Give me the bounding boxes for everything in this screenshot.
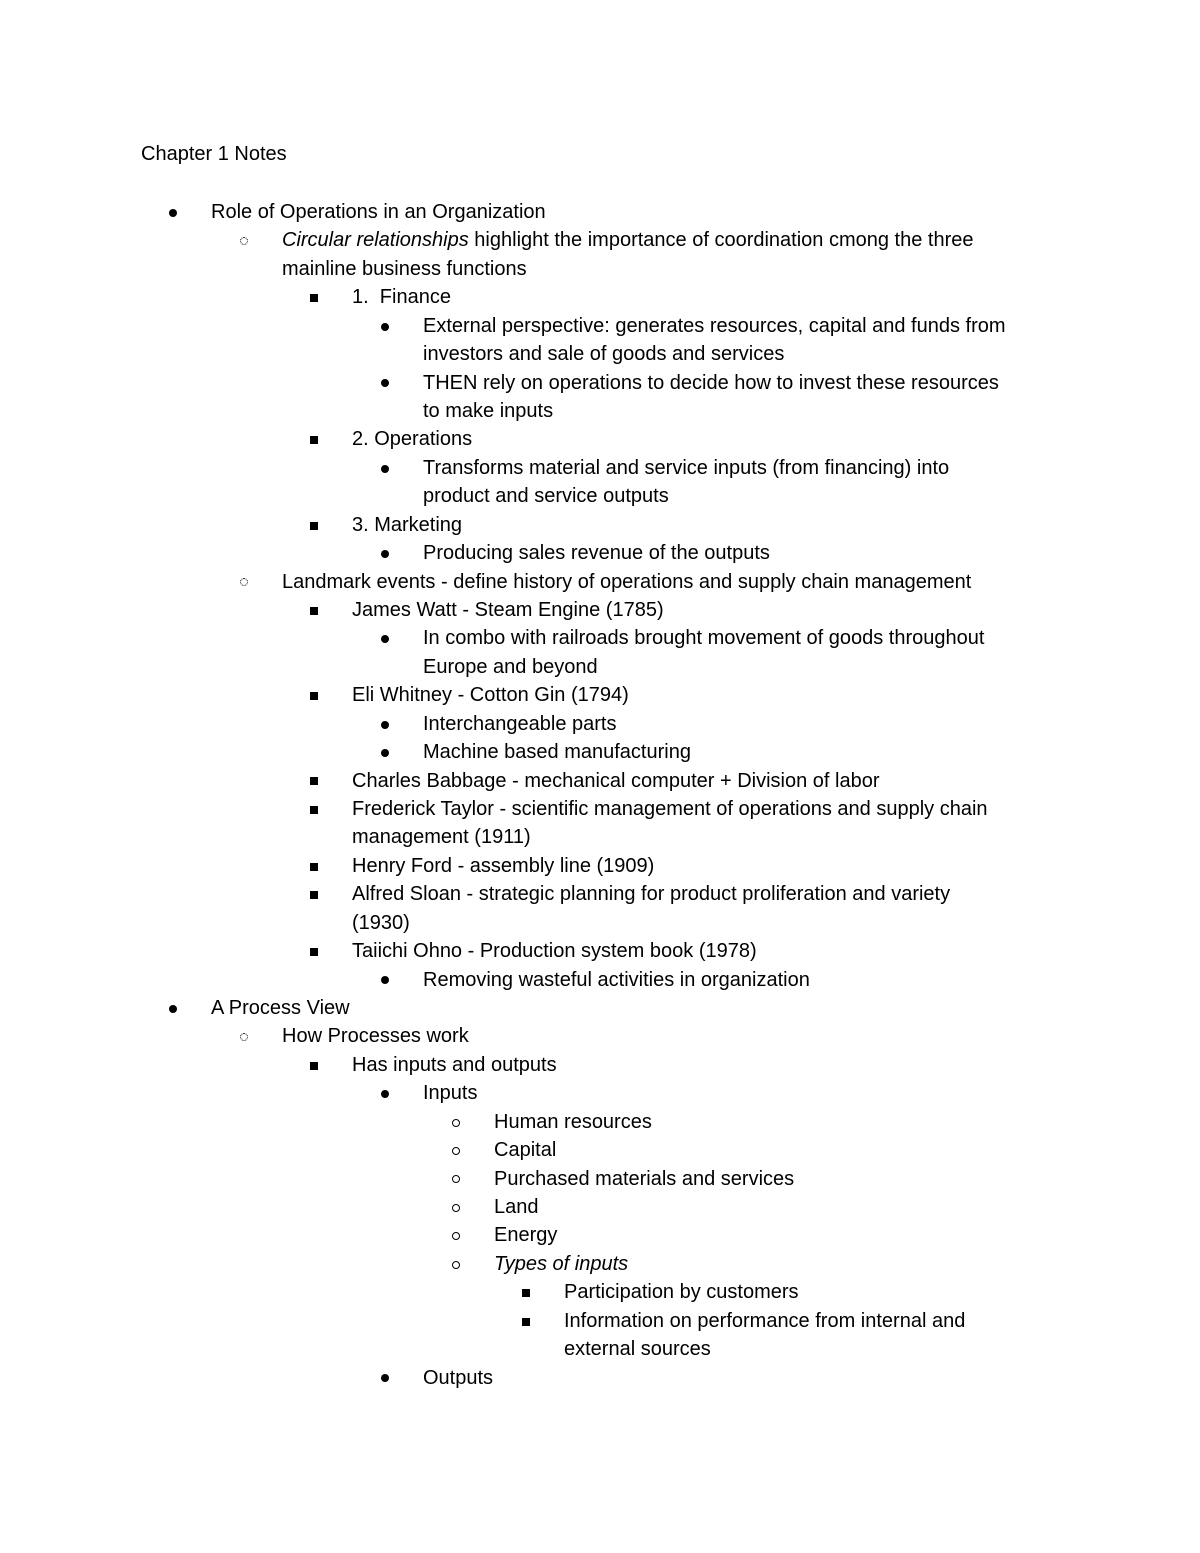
disc-bullet-icon (375, 454, 395, 482)
outline-line (0, 994, 1200, 1022)
outline-line (0, 312, 1200, 340)
outline-line-text (282, 1022, 469, 1050)
outline-line (0, 226, 1200, 254)
line-text: Europe and beyond (423, 655, 598, 678)
outline-line-text (352, 511, 462, 539)
outline-line-text (494, 1108, 652, 1136)
outline-line (0, 1136, 1200, 1164)
disc-bullet-icon (375, 1079, 395, 1107)
square-bullet-icon (304, 880, 324, 908)
outline-line-text (494, 1250, 628, 1278)
outline-line-text (352, 425, 472, 453)
outline-line-text (423, 539, 770, 567)
square-bullet-icon (304, 1051, 324, 1079)
square-bullet-icon (304, 596, 324, 624)
line-text: external sources (564, 1338, 711, 1361)
line-text: Information on performance from internal and (564, 1309, 966, 1332)
line-text: Role of Operations in an Organization (211, 201, 546, 223)
outline-line (0, 198, 1200, 226)
outline-line-text (352, 852, 654, 880)
outline-line-text (423, 454, 949, 482)
disc-bullet-icon (375, 369, 395, 397)
line-text: James Watt - Steam Engine (1785) (352, 599, 664, 622)
outline-line (0, 624, 1200, 652)
outline-line (0, 539, 1200, 567)
outline-line-text (423, 340, 784, 368)
outline-line (0, 255, 1200, 283)
outline-line-text (352, 795, 988, 823)
line-text: management (1911) (352, 826, 531, 849)
line-text: Outputs (423, 1366, 494, 1389)
circle-bullet-icon (446, 1250, 466, 1278)
outline-line (0, 596, 1200, 624)
outline-line-text (423, 966, 810, 994)
line-text: Removing wasteful activities in organization (423, 968, 810, 991)
outline-line-text (352, 681, 629, 709)
outline-line (0, 1079, 1200, 1107)
outline-line-text (423, 738, 691, 766)
outline-line (0, 1193, 1200, 1221)
disc-bullet-icon (375, 312, 395, 340)
ring-bullet-icon (234, 568, 254, 596)
disc-bullet-icon (375, 710, 395, 738)
outline-line-text (494, 1221, 557, 1249)
outline-line-text (352, 937, 757, 965)
line-text: mainline business functions (282, 257, 527, 280)
ring-bullet-icon (234, 226, 254, 254)
outline-line-text (352, 1051, 557, 1079)
line-text: How Processes work (282, 1025, 469, 1048)
outline-line (0, 1022, 1200, 1050)
line-text: A Process View (211, 997, 350, 1020)
outline-line (0, 738, 1200, 766)
line-text: Interchangeable parts (423, 712, 617, 735)
outline-line-text (423, 624, 984, 652)
outline-line (0, 1307, 1200, 1335)
line-text: Taiichi Ohno - Production system book (1978) (352, 940, 757, 963)
disc-bullet-icon (163, 994, 183, 1022)
outline-line (0, 1335, 1200, 1363)
circle-bullet-icon (446, 1136, 466, 1164)
outline-line (0, 681, 1200, 709)
line-text: Charles Babbage - mechanical computer + Division of labor (352, 769, 880, 792)
square-bullet-icon (304, 425, 324, 453)
line-text: Capital (494, 1139, 557, 1162)
line-text: Alfred Sloan - strategic planning for product proliferation and variety (352, 883, 951, 906)
outline-line (0, 397, 1200, 425)
square-bullet-icon (304, 795, 324, 823)
outline-line-text (423, 1079, 477, 1107)
square-bullet-icon (304, 937, 324, 965)
line-text: Human resources (494, 1110, 652, 1133)
circle-bullet-icon (446, 1193, 466, 1221)
outline-line (0, 369, 1200, 397)
line-text: 2. Operations (352, 428, 473, 451)
outline-line-text (282, 568, 971, 596)
outline-line (0, 1165, 1200, 1193)
outline-line (0, 966, 1200, 994)
line-text: to make inputs (423, 400, 554, 422)
document-title: Chapter 1 Notes (141, 143, 287, 165)
circle-bullet-icon (446, 1108, 466, 1136)
outline-line (0, 795, 1200, 823)
disc-bullet-icon (375, 1364, 395, 1392)
outline-line-text (494, 1165, 794, 1193)
outline-line (0, 1221, 1200, 1249)
line-text: Eli Whitney - Cotton Gin (1794) (352, 684, 629, 707)
line-text: Frederick Taylor - scientific management of operations and supply chain (352, 798, 988, 821)
outline-line-text (564, 1335, 711, 1363)
outline-line (0, 511, 1200, 539)
outline-line-text (423, 312, 1006, 340)
line-text: 3. Marketing (352, 513, 463, 536)
outline-line-text (423, 482, 669, 510)
square-bullet-icon (304, 283, 324, 311)
outline-line-text (211, 198, 546, 226)
outline-line-text (423, 1364, 493, 1392)
outline-line-text (352, 909, 410, 937)
outline-line (0, 710, 1200, 738)
line-text: Producing sales revenue of the outputs (423, 542, 770, 565)
outline-line-text (423, 369, 999, 397)
disc-bullet-icon (375, 539, 395, 567)
circle-bullet-icon (446, 1221, 466, 1249)
outline-line (0, 937, 1200, 965)
outline-line (0, 482, 1200, 510)
line-text: Has inputs and outputs (352, 1053, 557, 1076)
outline-line (0, 1250, 1200, 1278)
outline-line (0, 852, 1200, 880)
outline-line (0, 340, 1200, 368)
outline-line (0, 454, 1200, 482)
ring-bullet-icon (234, 1022, 254, 1050)
outline-line (0, 1051, 1200, 1079)
outline-line-text (423, 653, 598, 681)
outline-line-text (494, 1193, 539, 1221)
line-text: product and service outputs (423, 485, 669, 508)
square-bullet-icon (304, 681, 324, 709)
disc-bullet-icon (163, 198, 183, 226)
square-bullet-icon (516, 1307, 536, 1335)
outline-line-text (282, 226, 974, 254)
outline-line (0, 568, 1200, 596)
outline-line (0, 880, 1200, 908)
square-bullet-icon (516, 1278, 536, 1306)
outline-line-text (494, 1136, 556, 1164)
circle-bullet-icon (446, 1165, 466, 1193)
disc-bullet-icon (375, 966, 395, 994)
line-text: (1930) (352, 911, 410, 934)
outline-line-text (352, 880, 950, 908)
emphasized-text: Circular relationships (282, 229, 469, 252)
disc-bullet-icon (375, 624, 395, 652)
outline-line (0, 909, 1200, 937)
outline-line-text (423, 710, 616, 738)
outline-line-text (352, 283, 451, 311)
line-text: Energy (494, 1224, 558, 1247)
outline-line-text (564, 1278, 799, 1306)
line-text: Inputs (423, 1082, 478, 1105)
line-text: Henry Ford - assembly line (1909) (352, 854, 655, 877)
square-bullet-icon (304, 767, 324, 795)
outline-line-text (352, 596, 664, 624)
outline-line (0, 653, 1200, 681)
outline-line-text (282, 255, 527, 283)
line-text: Landmark events - define history of operations and supply chain management (282, 570, 972, 593)
outline-line (0, 823, 1200, 851)
disc-bullet-icon (375, 738, 395, 766)
outline-line (0, 283, 1200, 311)
line-text: In combo with railroads brought movement of goods throughout (423, 627, 985, 650)
outline-line (0, 1278, 1200, 1306)
line-text: Transforms material and service inputs (from financing) into (423, 456, 950, 479)
outline-line (0, 767, 1200, 795)
outline-line-text (211, 994, 350, 1022)
emphasized-text: Types of inputs (494, 1252, 629, 1275)
line-text: 1. Finance (352, 286, 451, 309)
line-text: External perspective: generates resources, capital and funds from (423, 314, 1006, 337)
outline-line-text (352, 823, 531, 851)
line-text: THEN rely on operations to decide how to invest these resources (423, 371, 999, 394)
line-text: highlight the importance of coordination cmong the three (468, 229, 974, 252)
line-text: investors and sale of goods and services (423, 343, 785, 366)
line-text: Purchased materials and services (494, 1167, 795, 1190)
outline-line-text (564, 1307, 965, 1335)
square-bullet-icon (304, 852, 324, 880)
outline-line (0, 1364, 1200, 1392)
outline-line-text (423, 397, 553, 425)
square-bullet-icon (304, 511, 324, 539)
outline-line-text (352, 767, 880, 795)
line-text: Participation by customers (564, 1281, 799, 1304)
line-text: Land (494, 1196, 539, 1219)
outline-line (0, 425, 1200, 453)
line-text: Machine based manufacturing (423, 741, 691, 764)
outline-line (0, 1108, 1200, 1136)
